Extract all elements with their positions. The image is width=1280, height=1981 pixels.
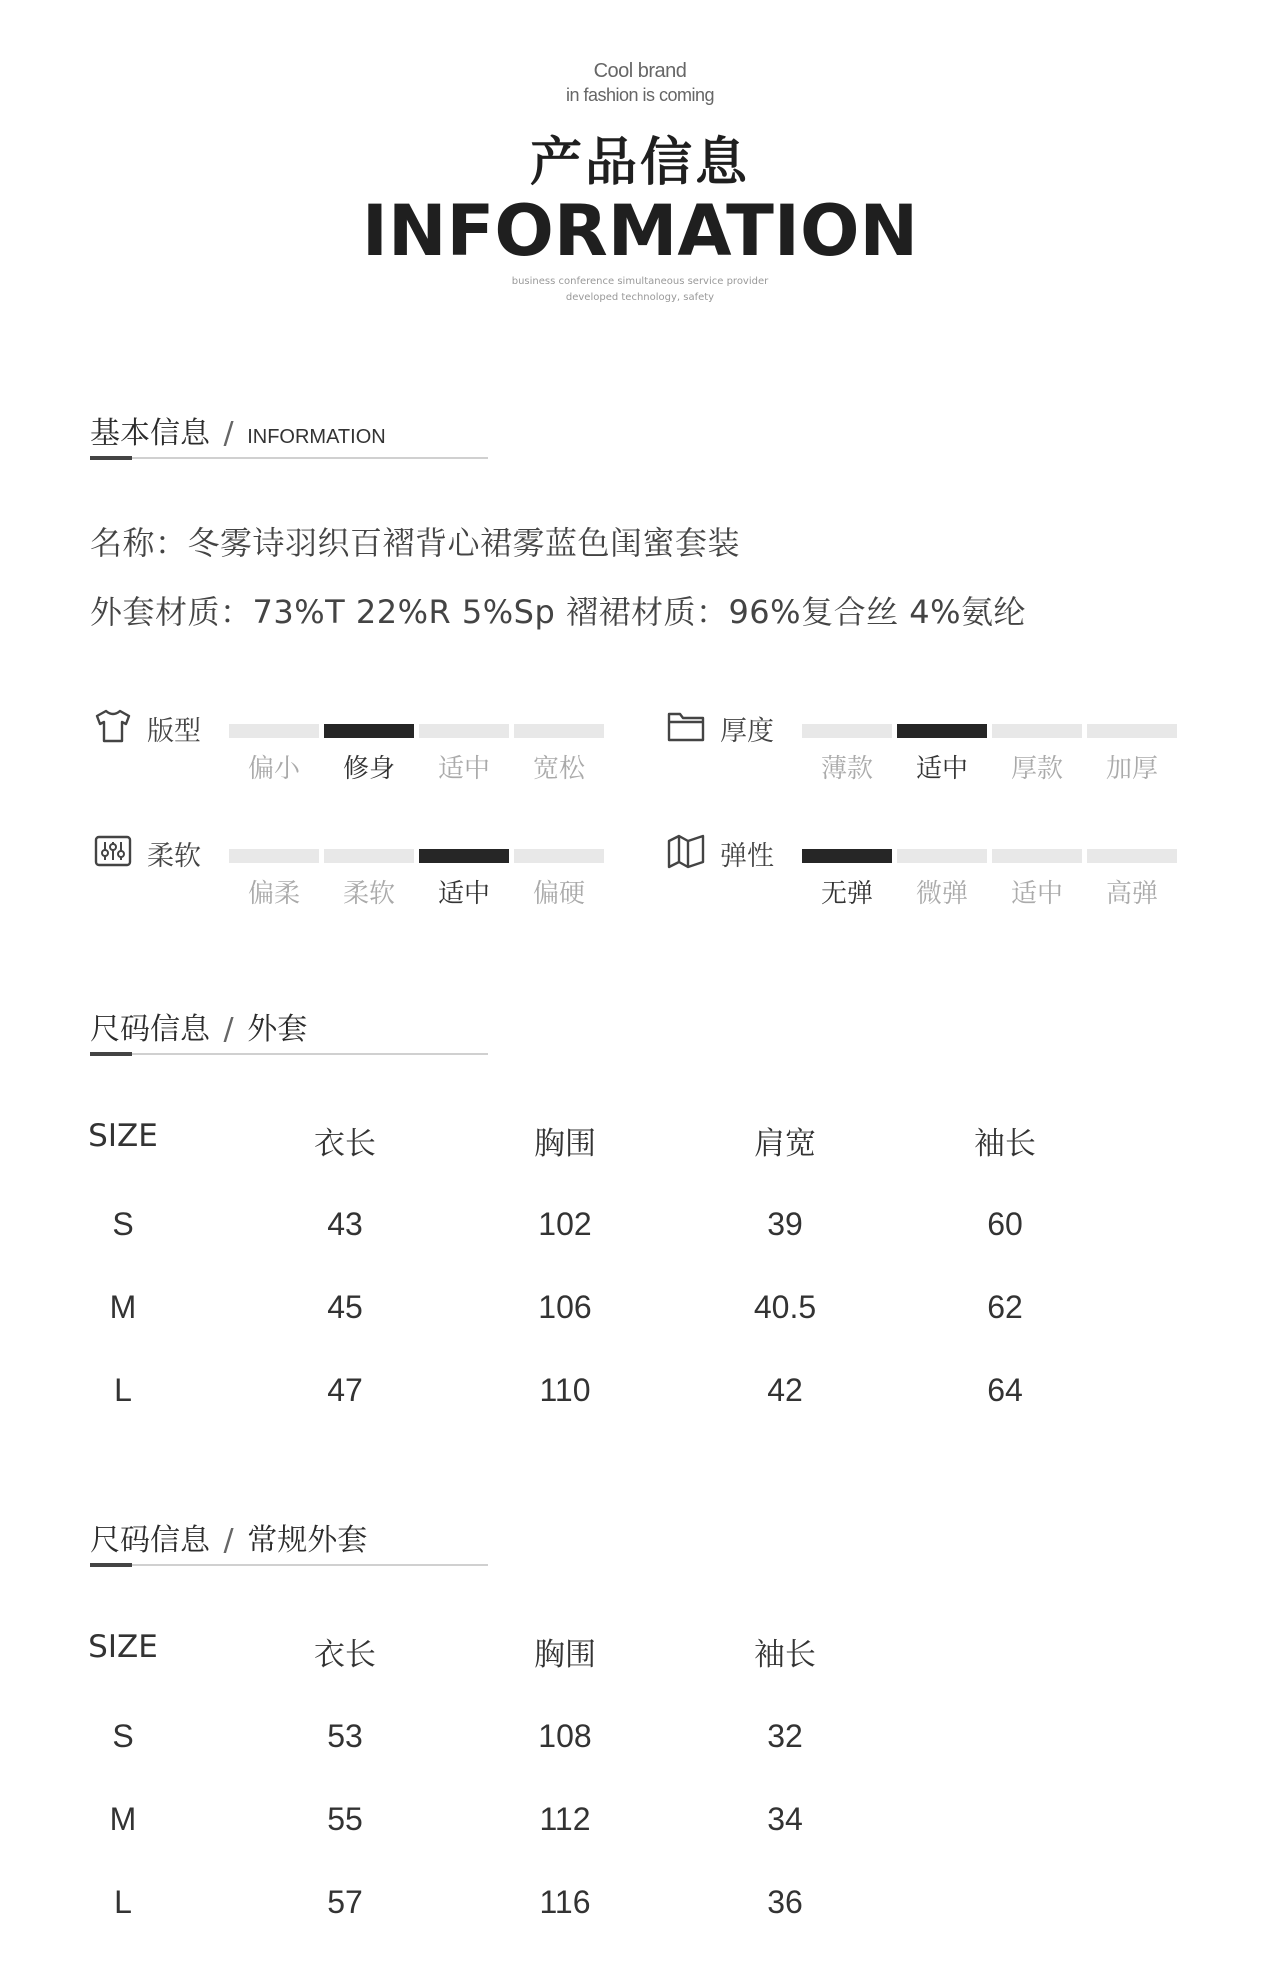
attribute-option: 适中	[437, 754, 490, 784]
attribute-option: 厚款	[1010, 754, 1063, 784]
table-cell: 60	[987, 1206, 1023, 1242]
attribute-option: 薄款	[820, 754, 873, 784]
basic-info-title: 基本信息	[90, 416, 210, 451]
attribute-option: 偏柔	[247, 879, 300, 909]
attribute-label: 柔软	[147, 841, 201, 872]
table-header-cell: SIZE	[88, 1118, 158, 1154]
brand-line-1: Cool brand	[593, 60, 687, 82]
table-cell: L	[114, 1372, 132, 1408]
basic-info-subtitle: INFORMATION	[247, 426, 386, 448]
attribute-option: 无弹	[820, 879, 873, 909]
attribute-option: 偏小	[247, 754, 300, 784]
table-cell: M	[109, 1289, 137, 1325]
brand-line-2: in fashion is coming	[565, 85, 715, 105]
table-header-cell: 胸围	[534, 1637, 596, 1673]
attribute-option: 高弹	[1105, 879, 1158, 909]
size-regular-divider	[90, 1564, 488, 1566]
attribute-option: 修身	[342, 754, 395, 784]
table-cell: 45	[327, 1289, 363, 1325]
table-cell: 55	[327, 1801, 363, 1837]
table-cell: 34	[767, 1801, 803, 1837]
attribute-option: 宽松	[532, 754, 585, 784]
size-coat-divider	[90, 1053, 488, 1055]
table-cell: 53	[327, 1718, 363, 1754]
table-header-cell: 袖长	[974, 1126, 1036, 1162]
table-cell: 40.5	[753, 1289, 817, 1325]
size-coat-title: 尺码信息	[90, 1012, 210, 1047]
attribute-option: 偏硬	[532, 879, 585, 909]
table-cell: 112	[539, 1801, 591, 1837]
attribute-level-bar	[229, 724, 319, 738]
folder-icon	[666, 708, 706, 744]
table-cell: M	[109, 1801, 137, 1837]
attribute-level-bar	[992, 724, 1082, 738]
page-title-en: INFORMATION	[361, 190, 919, 272]
heading-separator: /	[223, 416, 234, 451]
table-cell: S	[112, 1718, 134, 1754]
attribute-level-bar	[324, 849, 414, 863]
table-cell: S	[112, 1206, 134, 1242]
attribute-level-bar	[419, 724, 509, 738]
table-header-cell: 肩宽	[754, 1126, 816, 1162]
attribute-level-bar	[324, 724, 414, 738]
attribute-level-bar	[1087, 849, 1177, 863]
basic-info-heading	[90, 408, 386, 452]
table-cell: 108	[538, 1718, 592, 1754]
tshirt-icon	[93, 708, 133, 744]
heading-separator: /	[223, 1012, 234, 1047]
attribute-option: 适中	[915, 754, 968, 784]
product-material: 外套材质：73%T 22%R 5%Sp 褶裙材质：96%复合丝 4%氨纶	[90, 593, 1027, 631]
attribute-label: 厚度	[720, 716, 774, 747]
attribute-option: 适中	[437, 879, 490, 909]
basic-info-divider	[90, 457, 488, 459]
attribute-level-bar	[992, 849, 1082, 863]
size-regular-subtitle: 常规外套	[247, 1523, 368, 1558]
size-regular-title: 尺码信息	[90, 1523, 210, 1558]
table-header-cell: 衣长	[314, 1637, 376, 1673]
product-name: 名称：冬雾诗羽织百褶背心裙雾蓝色闺蜜套装	[90, 524, 741, 562]
attribute-level-bar	[419, 849, 509, 863]
table-cell: 43	[327, 1206, 363, 1242]
table-cell: 110	[539, 1372, 591, 1408]
table-cell: L	[114, 1884, 132, 1920]
attribute-option: 柔软	[342, 879, 395, 909]
attribute-level-bar	[1087, 724, 1177, 738]
attribute-level-bar	[897, 849, 987, 863]
attribute-level-bar	[229, 849, 319, 863]
attribute-level-bar	[514, 724, 604, 738]
table-cell: 116	[539, 1884, 591, 1920]
size-coat-heading	[90, 1004, 307, 1048]
attribute-level-bar	[897, 724, 987, 738]
attribute-level-bar	[514, 849, 604, 863]
table-cell: 57	[327, 1884, 363, 1920]
size-regular-heading	[90, 1515, 367, 1559]
sliders-icon	[93, 833, 133, 869]
map-icon	[666, 833, 706, 869]
attribute-level-bar	[802, 724, 892, 738]
attribute-option: 微弹	[915, 879, 968, 909]
tagline-2: developed technology, safety	[565, 292, 715, 303]
table-cell: 47	[327, 1372, 363, 1408]
tagline-1: business conference simultaneous service provider	[511, 276, 769, 287]
table-cell: 62	[987, 1289, 1023, 1325]
table-cell: 36	[767, 1884, 803, 1920]
table-cell: 32	[767, 1718, 803, 1754]
heading-separator: /	[223, 1523, 234, 1558]
attribute-label: 弹性	[720, 841, 774, 872]
table-header-cell: SIZE	[88, 1629, 158, 1665]
attribute-option: 加厚	[1105, 754, 1158, 784]
table-header-cell: 袖长	[754, 1637, 816, 1673]
table-header-cell: 胸围	[534, 1126, 596, 1162]
size-coat-subtitle: 外套	[247, 1012, 308, 1047]
table-cell: 39	[767, 1206, 803, 1242]
table-cell: 42	[767, 1372, 803, 1408]
table-cell: 64	[987, 1372, 1023, 1408]
table-header-cell: 衣长	[314, 1126, 376, 1162]
table-cell: 102	[538, 1206, 592, 1242]
attribute-option: 适中	[1010, 879, 1063, 909]
attribute-level-bar	[802, 849, 892, 863]
table-cell: 106	[538, 1289, 592, 1325]
attribute-label: 版型	[147, 716, 201, 747]
page-title-cn: 产品信息	[529, 133, 750, 193]
